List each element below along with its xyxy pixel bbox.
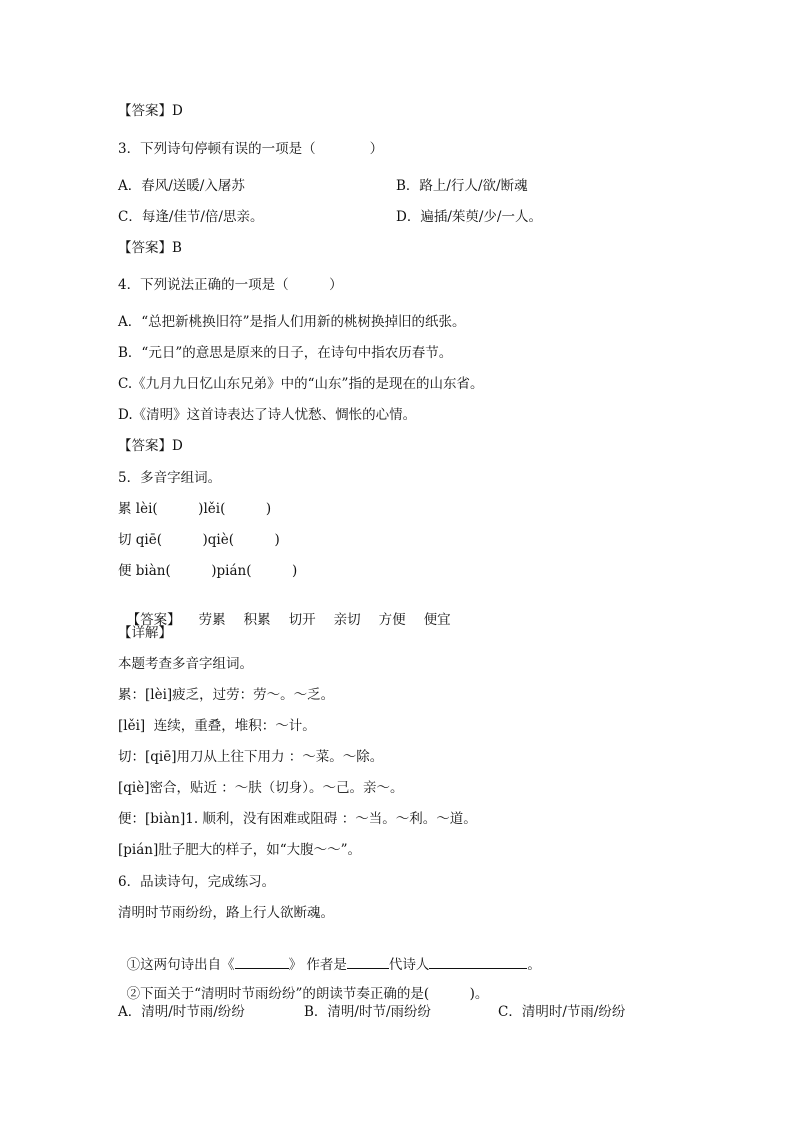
q4-option-a: A．“总把新桃换旧符”是指人们用新的桃树换掉旧的纸张。 [118,314,466,330]
q6-option-b: B．清明/时节/雨纷纷 [304,1004,432,1020]
q3-option-a: A．春风/送暖/入屠苏 [118,178,245,194]
q5-line-lei: 累 lèi( )lěi( ) [118,501,272,517]
sub2-text: 下面关于“清明时节雨纷纷”的朗读节奏正确的是( )。 [140,986,489,1002]
q4-option-c: C.《九月九日忆山东兄弟》中的“山东”指的是现在的山东省。 [118,376,484,392]
answer-word: 便宜 [423,612,451,628]
sub1-text-a: 这两句诗出自《 [140,957,235,973]
q5-line-qie: 切 qiē( )qiè( ) [118,532,280,548]
detail-line: [pián]肚子肥大的样子，如“大腹～～”。 [118,842,362,858]
answer-word: 积累 [243,612,271,628]
sub1-text-c: 代诗人 [388,957,430,973]
sub1-number: ① [126,957,141,973]
sub1-text-d: 。 [527,957,541,973]
q6-option-a: A．清明/时节雨/纷纷 [118,1004,245,1020]
detail-line: 切：[qiē]用刀从上往下用力 ：～菜。～除。 [118,749,384,765]
answer-word: 方便 [378,612,406,628]
detail-line: 便：[biàn]1. 顺利，没有困难或阻碍 ：～当。～利。～道。 [118,811,477,827]
q3-option-c: C．每逢/佳节/倍/思亲。 [118,209,264,225]
question-3-stem: 3．下列诗句停顿有误的一项是（ ） [118,141,384,157]
q3-option-d: D．遍插/茱萸/少/一人。 [396,209,542,225]
sub1-text-b: 》 作者是 [288,957,347,973]
answer-q2: 【答案】D [118,103,183,119]
answer-label: 【答案】 [126,612,181,628]
detail-line: 累：[lèi]疲乏，过劳：劳～。～乏。 [118,687,335,703]
detail-label: 【详解】 [118,625,172,641]
question-6-stem: 6．品读诗句，完成练习。 [118,874,276,890]
answer-q3: 【答案】B [118,240,182,256]
answer-word: 切开 [288,612,316,628]
q6-poem: 清明时节雨纷纷，路上行人欲断魂。 [118,905,334,921]
q4-option-d: D.《清明》这首诗表达了诗人忧愁、惆怅的心情。 [118,407,417,423]
q6-option-c: C．清明时/节雨/纷纷 [498,1004,626,1020]
answer-word: 劳累 [198,612,226,628]
question-4-stem: 4．下列说法正确的一项是（ ） [118,277,343,293]
q4-option-b: B．“元日”的意思是原来的日子，在诗句中指农历春节。 [118,345,453,361]
answer-word: 亲切 [333,612,361,628]
q3-option-b: B．路上/行人/欲/断魂 [396,178,528,194]
question-5-stem: 5．多音字组词。 [118,470,222,486]
detail-line: [lěi] 连续，重叠，堆积：～计。 [118,718,316,734]
detail-line: [qiè]密合，贴近 ：～肤（切身）。～己。亲～。 [118,780,404,796]
answer-q4: 【答案】D [118,438,183,454]
detail-line: 本题考查多音字组词。 [118,656,253,672]
sub2-number: ② [126,986,141,1002]
q5-line-bian: 便 biàn( )pián( ) [118,563,298,579]
q6-sub2 [118,967,488,1003]
